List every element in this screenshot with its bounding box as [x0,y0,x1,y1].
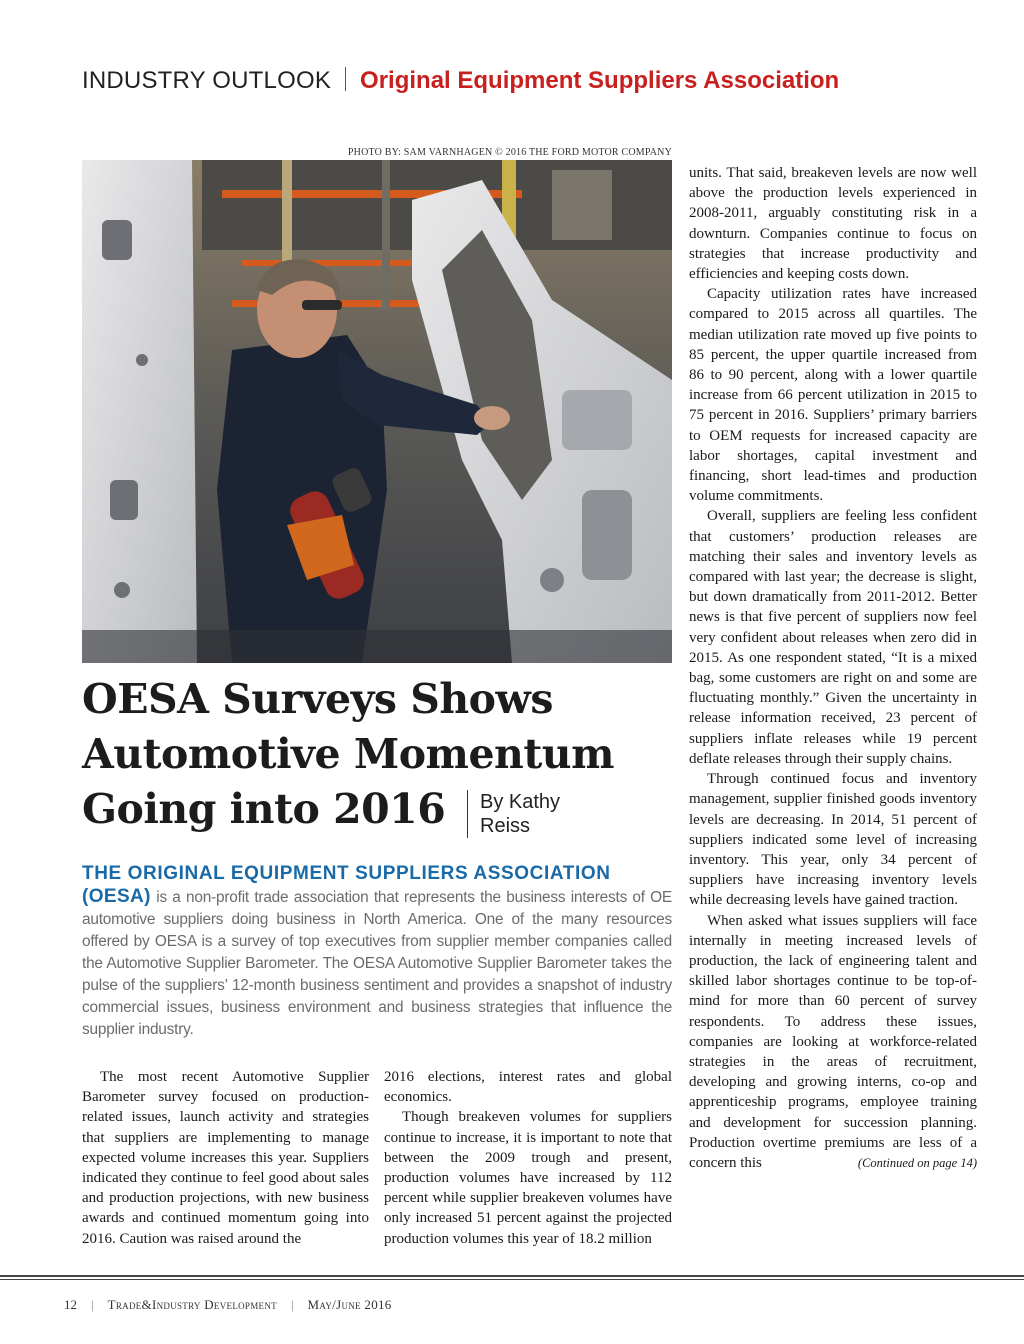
paragraph: The most recent Automotive Supplier Barometer survey focused on production-related issues, launch activity and strategies that suppliers are implementing to manage expected volume increases this year. Suppliers indicated they continue to feel good about sales and production projections, with new business awards and continued momentum going into 2016. Caution was raised around the [82,1069,369,1247]
footer-rule [0,1279,1024,1280]
body-column-3 [689,163,977,1173]
page-number: 12 [64,1297,77,1312]
paragraph: Capacity utilization rates have increased compared to 2015 across all quartiles. The median utilization rate moved up five points to 85 percent, the upper quartile increased from 86 to 90 percent, along with a lower quartile increase from 66 percent utilization in 2015 to 75 percent in 2016. Suppliers’ primary barriers to OEM requests for increased capacity are labor shortages, capital investment and financing, short lead-times and production volume commitments. [689,286,977,505]
organization-name: Original Equipment Suppliers Association [360,67,840,94]
last-paragraph-text: When asked what issues suppliers will face internally in meeting increased levels of production, the lack of engineering talent and skilled labor shortages continue to be top-of-mind for more than 60 percent of survey respondents. To address these issues, companies are looking at workforce-related strategies in the areas of recruitment, developing and growing interns, co-op and apprenticeship programs, employee training and development for succession planning. Production overtime premiums are less of a concern this [689,912,977,1171]
byline-line-2: Reiss [480,815,531,837]
publication-name: Trade&Industry Development [107,1297,277,1312]
intro-lead: (OESA) [82,886,151,907]
byline-divider [467,790,468,838]
issue-date: May/June 2016 [307,1297,392,1312]
paragraph: Through continued focus and inventory management, supplier finished goods inventory levels are decreasing. In 2014, 51 percent of suppliers indicated some level of increasing inventory. This year, only 34 percent of suppliers have increasing inventory levels while decreasing levels have gained traction. [689,771,977,909]
factory-worker-illustration [82,160,672,663]
title-line-3: Going into 2016 [82,785,446,833]
paragraph: units. That said, breakeven levels are now well above the production levels experienced in 2008-2011, arguably constituting risk in a downturn. Companies continue to focus on strategies that increase productivity and efficiencies and keeping costs down. [689,165,977,283]
title-line-1: OESA Surveys Shows [82,675,553,723]
paragraph: 2016 elections, interest rates and global economics. [384,1069,672,1106]
title-line-2: Automotive Momentum [82,730,614,778]
byline [480,790,560,838]
paragraph: Overall, suppliers are feeling less confident that customers’ production releases are matching their sales and inventory levels as compared with last year; the decrease is slight, but down dramatically from 2011-2012. Better news is that five percent of suppliers now feel very confident about releases when zero did in 2015. As one respondent stated, “It is a mixed bag, some customers are right on and some are fluctuating monthly.” Given the uncertainty in release information received, 23 percent of suppliers inflate releases while 19 percent deflate releases through their supply chains. [689,508,977,767]
page-header [82,64,839,98]
byline-line-1: By Kathy [480,791,561,813]
continued-note: (Continued on page 14) [857,1155,977,1170]
article-intro [82,862,672,1041]
footer-separator: | [290,1297,294,1312]
article-title [82,672,682,837]
feature-photo [82,160,672,663]
paragraph [689,911,977,1174]
intro-kicker: THE ORIGINAL EQUIPMENT SUPPLIERS ASSOCIATION [82,863,611,884]
header-divider [345,67,346,91]
photo-credit: PHOTO BY: SAM VARNHAGEN © 2016 THE FORD MOTOR COMPANY [347,147,672,158]
body-column-1 [82,1067,369,1249]
page-footer [64,1297,392,1313]
footer-separator: | [91,1297,94,1312]
footer-rule [0,1275,1024,1277]
paragraph: Though breakeven volumes for suppliers continue to increase, it is important to note that between the 2009 trough and present, production volumes have increased by 112 percent while supplier breakeven volumes have only increased 51 percent against the projected production volumes this year of 18.2 million [384,1109,672,1247]
body-column-2 [384,1067,672,1249]
intro-text: is a non-profit trade association that represents the business interests of OE automotive suppliers doing business in North America. One of the many resources offered by OESA is a survey of top executives from supplier member companies called the Automotive Supplier Barometer. The OESA Automotive Supplier Barometer takes the pulse of the suppliers’ 12-month business sentiment and provides a snapshot of industry commercial issues, business environment and business strategies that influence the supplier industry. [82,889,672,1038]
intro-dek [82,886,672,1041]
section-label: INDUSTRY OUTLOOK [82,67,332,94]
